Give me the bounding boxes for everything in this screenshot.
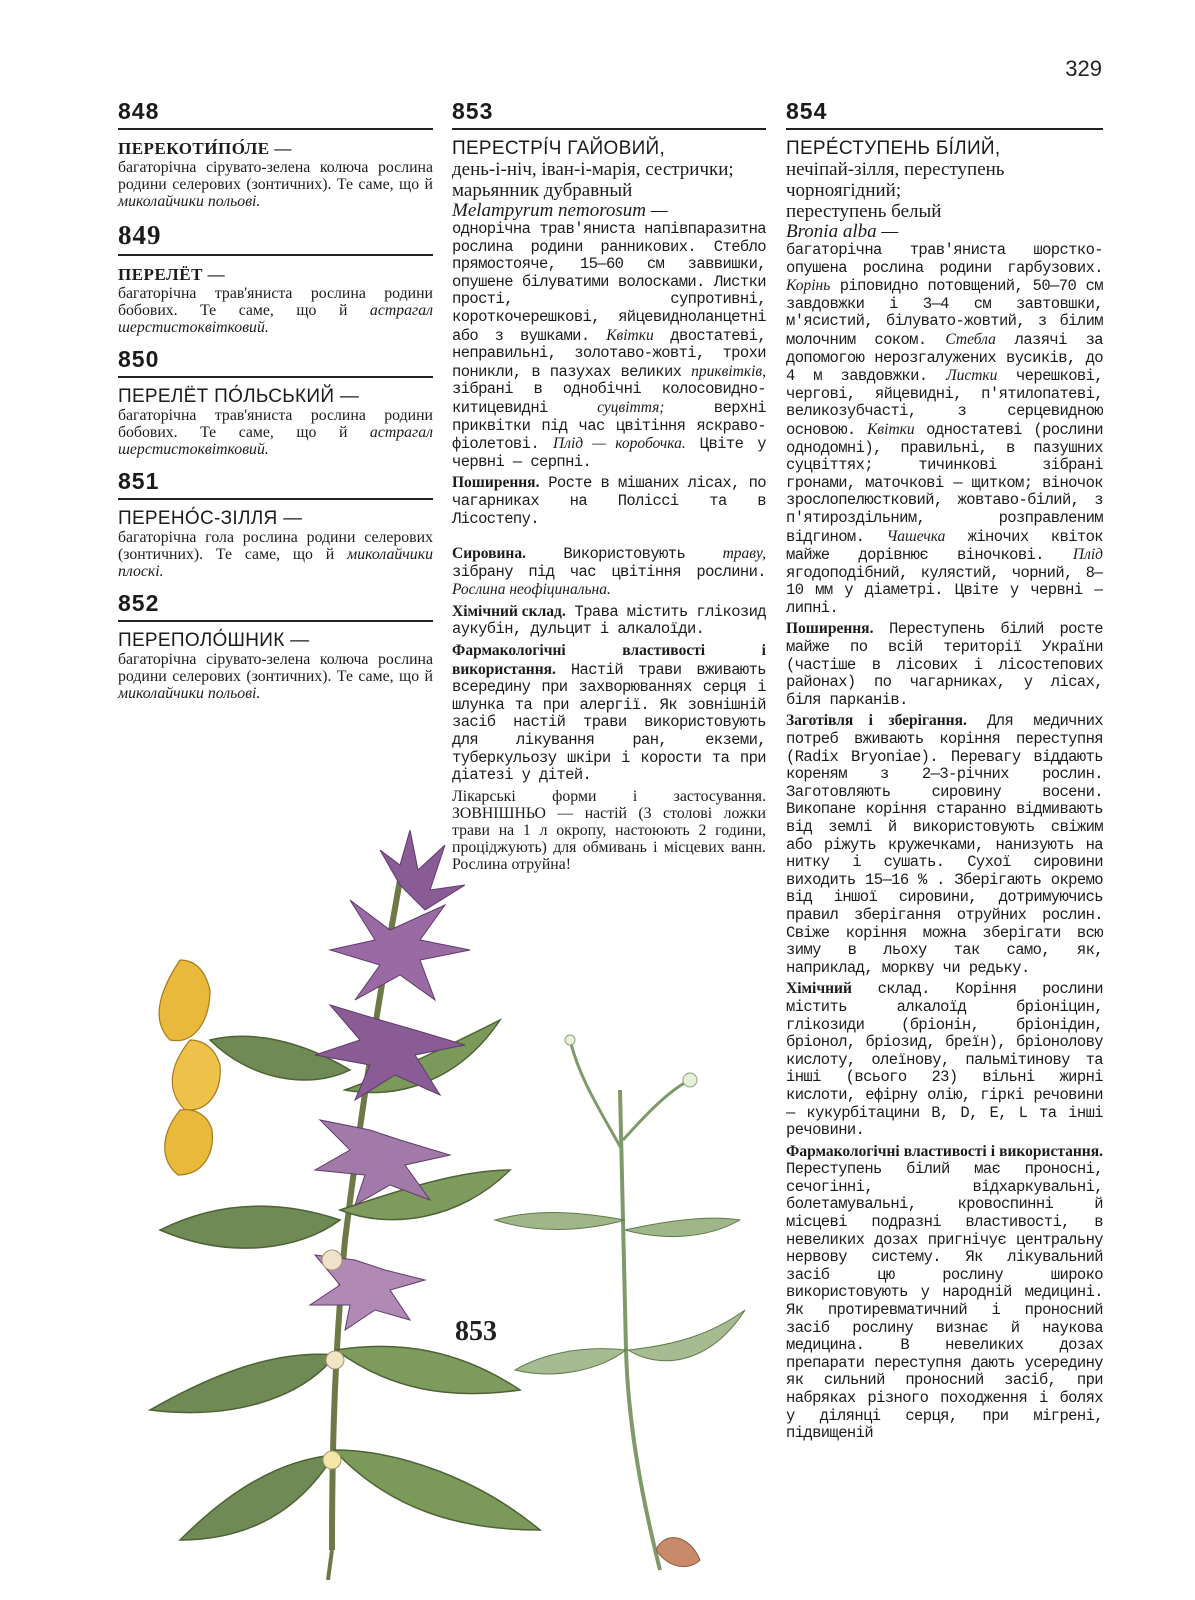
entry-852 <box>118 588 433 702</box>
entry-number: 853 <box>452 96 766 130</box>
cross-reference: миколайчики плоскі. <box>118 546 433 580</box>
entry-body: багаторічна сірувато-зелена колюча рослина родини селерових (зонтичних). Те саме, що й миколайчики польові. <box>118 159 433 210</box>
entry-850 <box>118 344 433 458</box>
column-left <box>118 96 433 710</box>
entry-title: ПЕРЕ́СТУПЕНЬ БІ́ЛИЙ, <box>786 138 1001 159</box>
entry-title: ПЕРЕСТРІ́Ч ГАЙОВИЙ, <box>452 138 666 159</box>
entry-synonyms: нечіпай-зілля, переступень чорноягідний; <box>786 159 1005 201</box>
cross-reference: астрагал шерстистоквітковий. <box>118 302 433 336</box>
entry-number: 848 <box>118 96 433 130</box>
entry-latin-name: Bronia alba — <box>786 221 899 242</box>
entry-number: 849 <box>118 218 433 256</box>
entry-848 <box>118 96 433 210</box>
entry-title: ПЕРЕКОТИ́ПО́ЛЕ — <box>118 139 292 158</box>
entry-title: ПЕРЕЛЁТ — <box>118 265 226 284</box>
plant-illustration <box>100 790 760 1580</box>
entry-851 <box>118 466 433 580</box>
entry-854 <box>786 96 1103 1443</box>
entry-pharmacology: Фармакологічні властивості і використання. Настій трави вживають всередину при захворюваннях серця і шлунка та при алергії. Як зовнішній засіб настій трави використовують для лікування ран, екземи, туберкульозу шкіри і корости та при діатезі у дітей. <box>452 642 766 785</box>
entry-body: багаторічна трав'яниста рослина родини бобових. Те саме, що й астрагал шерстистоквітковий. <box>118 407 433 458</box>
cross-reference: миколайчики польові. <box>118 193 261 210</box>
entry-number: 852 <box>118 588 433 622</box>
entry-dosage-forms: Лікарські форми і застосування. ЗОВНІШНЬО — настій (3 столові ложки трави на 1 л окропу, настоюють 2 години, проціджують) для обмивань і місцевих ванн. Рослина отруйна! <box>452 787 766 873</box>
entry-title: ПЕРЕПОЛО́ШНИК — <box>118 630 310 651</box>
entry-synonyms: день-і-ніч, іван-і-марія, сестрички; <box>452 159 734 180</box>
entry-description: однорічна трав'яниста напівпаразитна рослина родини ранникових. Стебло прямостояче, 15—60 см заввишки, опушене білуватими волосками. Листки прості, супротивні, короткочерешкові, яйцевидноланцетні або з вушками. Квітки двостатеві, неправильні, золотаво-жовті, трохи поникли, в пазухах великих приквітків, зібрані в однобічні колосовидно-китицевидні суцвіття; верхні приквітки під час цвітіння яскраво-фіолетові. Плід — коробочка. Цвіте у червні — серпні. <box>452 220 767 471</box>
entry-body: багаторічна трав'яниста рослина родини бобових. Те саме, що й астрагал шерстистоквітковий. <box>118 285 433 336</box>
entry-raw-material: Сировина. Використовують траву, зібрану під час цвітіння рослини. Рослина неофіцинальна. <box>452 545 766 599</box>
entry-number: 850 <box>118 344 433 378</box>
figure-label: 853 <box>455 1316 497 1347</box>
entry-latin-name: Melampyrum nemorosum — <box>452 200 668 221</box>
page-number: 329 <box>1065 56 1102 81</box>
entry-russian-name: марьянник дубравный <box>452 180 633 201</box>
cross-reference: астрагал шерстистоквітковий. <box>118 424 433 458</box>
melampyrum-plant-drawing <box>150 830 540 1580</box>
plant-detail-drawing <box>495 1035 745 1570</box>
entry-number: 851 <box>118 466 433 500</box>
entry-849 <box>118 218 433 336</box>
entry-chemistry: Хімічний склад. Коріння рослини містить алкалоїд бріоніцин, глікозиди (бріонін, бріонідин, бріонол, бріозид, бреїн), бріонолову кислоту, олеїнову, пальмітинову та інші (всього 23) вільні жирні кислоти, ефірну олію, гіркі речовини — кукурбітацини B, D, E, L та інші речовини. <box>786 980 1103 1140</box>
entry-pharmacology: Фармакологічні властивості і використання. Переступень білий має проносні, сечогінні, відхаркувальні, болетамувальні, кровоспинні й місцеві подразні властивості, в невеликих дозах пригнічує центральну нервову систему. Як лікувальний засіб цю рослину широко використовують у народній медицині. Як протиревматичний і проносний засіб рослину визнає й наукова медицина. В невеликих дозах препарати переступня дають усередину як сильний проносний засіб, при набряках різного походження і болях у ділянці серця, при мігрені, підвищеній <box>786 1142 1103 1443</box>
entry-chemistry: Хімічний склад. Трава містить глікозид аукубін, дульцит і алкалоїди. <box>452 602 766 639</box>
entry-description: багаторічна трав'яниста шорстко-опушена рослина родини гарбузових. Корінь ріповидно потовщений, 50—70 см завдовжки і 3—4 см завтовшки, м'ясистий, білувато-жовтий, з білим молочним соком. Стебла лазячі за допомогою нерозгалужених вусиків, до 4 м завдовжки. Листки черешкові, чергові, яйцевидні, п'ятилопатеві, великозубчасті, з серцевидною основою. Квітки одностатеві (рослини однодомні), правильні, в пазушних суцвіттях; тичинкові зібрані гронами, маточкові — щитком; віночок зрослопелюстковий, жовтаво-білий, з п'ятироздільним, розправленим відгином. Чашечка жіночих квіток майже дорівнює віночкові. Плід ягодоподібний, кулястий, чорний, 8—10 мм у діаметрі. Цвіте у червні — липні. <box>786 241 1103 617</box>
entry-harvesting: Заготівля і зберігання. Для медичних потреб вживають коріння переступня (Radix Bryoniae). Перевагу віддають кореням з 2—3-річних рослин. Заготовляють сировину восени. Викопане коріння старанно відмивають від землі й використовують свіжим або ріжуть кружечками, нанизують на нитку і сушать. Сухої сировини виходить 15—16 % . Зберігають окремо від іншої сировини, дотримуючись правил зберігання отруйних рослин. Свіже коріння можна зберігати всю зиму в льоху так само, як, наприклад, моркву чи редьку. <box>786 712 1103 977</box>
column-middle <box>452 96 766 881</box>
entry-853 <box>452 96 766 873</box>
entry-title: ПЕРЕЛЁТ ПО́ЛЬСЬКИЙ — <box>118 386 360 407</box>
entry-body: багаторічна гола рослина родини селерових (зонтичних). Те саме, що й миколайчики плоскі. <box>118 529 433 580</box>
entry-title: ПЕРЕНО́С-ЗІЛЛЯ — <box>118 508 303 529</box>
entry-distribution: Поширення. Росте в мішаних лісах, по чагарниках на Поліссі та в Лісостепу. <box>452 474 766 528</box>
cross-reference: миколайчики польові. <box>118 685 261 702</box>
entry-distribution: Поширення. Переступень білий росте майже по всій території України (частіше в лісових і лісостепових районах) по чагарниках, у лісах, біля парканів. <box>786 620 1103 709</box>
entry-russian-name: переступень белый <box>786 201 942 222</box>
column-right <box>786 96 1103 1576</box>
entry-body: багаторічна сірувато-зелена колюча рослина родини селерових (зонтичних). Те саме, що й миколайчики польові. <box>118 651 433 702</box>
entry-number: 854 <box>786 96 1103 130</box>
